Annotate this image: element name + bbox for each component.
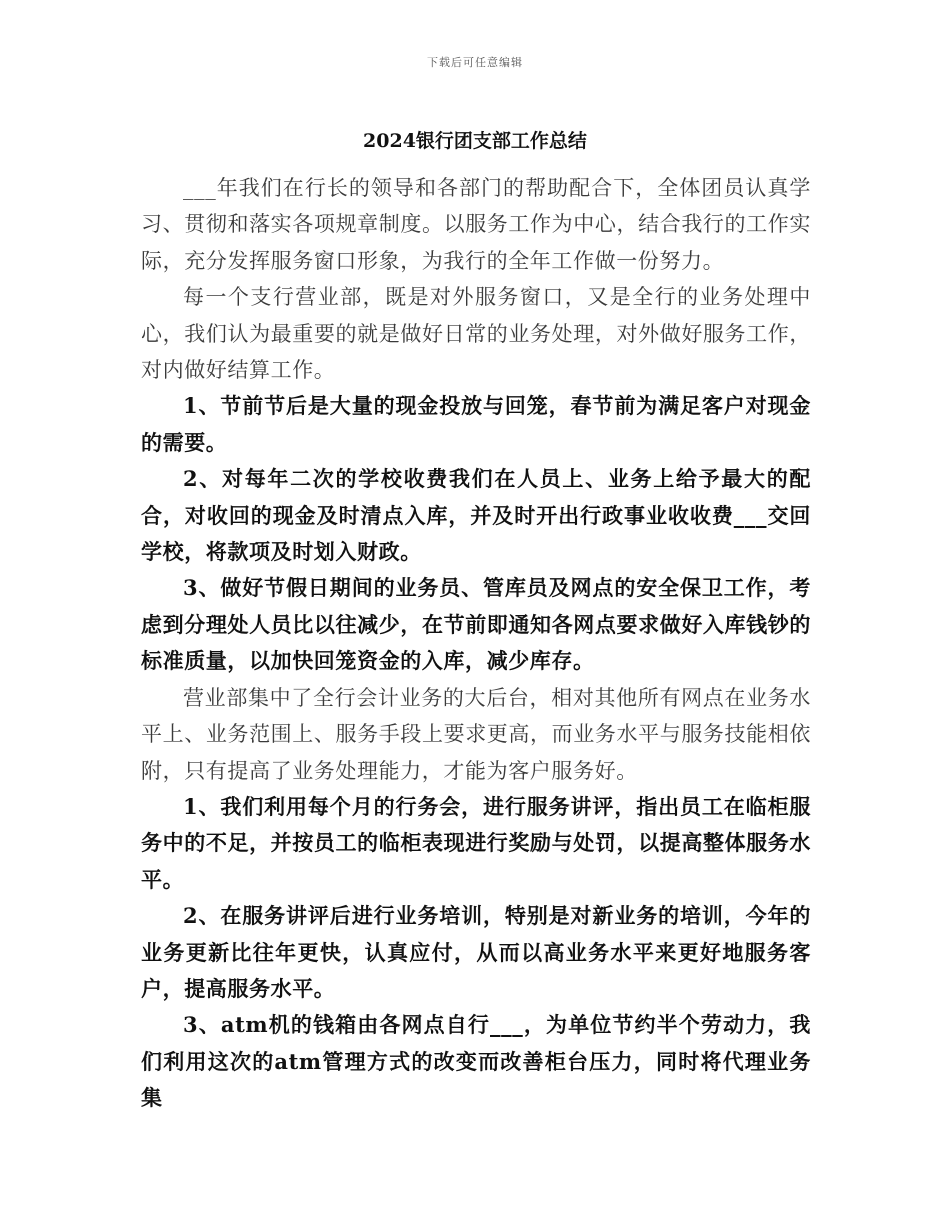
paragraph: 1、我们利用每个月的行务会，进行服务讲评，指出员工在临柜服务中的不足，并按员工的临柜表现进行奖励与处罚，以提高整体服务水平。 [141,793,811,892]
paragraph: 1、节前节后是大量的现金投放与回笼，春节前为满足客户对现金的需要。 [141,393,811,455]
paragraph: ___年我们在行长的领导和各部门的帮助配合下，全体团员认真学习、贯彻和落实各项规章制度。以服务工作为中心，结合我行的工作实际，充分发挥服务窗口形象，为我行的全年工作做一份努力。 [141,176,811,273]
paragraph: 营业部集中了全行会计业务的大后台，相对其他所有网点在业务水平上、业务范围上、服务手段上要求更高，而业务水平与服务技能相依附，只有提高了业务处理能力，才能为客户服务好。 [141,685,811,783]
paragraph: 2、在服务讲评后进行业务培训，特别是对新业务的培训，今年的业务更新比往年更快，认真应付，从而以高业务水平来更好地服务客户，提高服务水平。 [141,903,811,1001]
document-title: 2024银行团支部工作总结 [363,130,587,152]
document-body [141,170,811,1117]
paragraph: 2、对每年二次的学校收费我们在人员上、业务上给予最大的配合，对收回的现金及时清点入库，并及时开出行政事业收收费___交回学校，将款项及时划入财政。 [141,466,811,565]
paragraph: 每一个支行营业部，既是对外服务窗口，又是全行的业务处理中心，我们认为最重要的就是做好日常的业务处理，对外做好服务工作，对内做好结算工作。 [141,285,811,383]
page-header-note: 下载后可任意编辑 [427,56,523,69]
paragraph: 3、atm机的钱箱由各网点自行___，为单位节约半个劳动力，我们利用这次的atm管理方式的改变而改善柜台压力，同时将代理业务集 [141,1012,811,1111]
paragraph: 3、做好节假日期间的业务员、管库员及网点的安全保卫工作，考虑到分理处人员比以往减少，在节前即通知各网点要求做好入库钱钞的标准质量，以加快回笼资金的入库，减少库存。 [141,575,811,674]
